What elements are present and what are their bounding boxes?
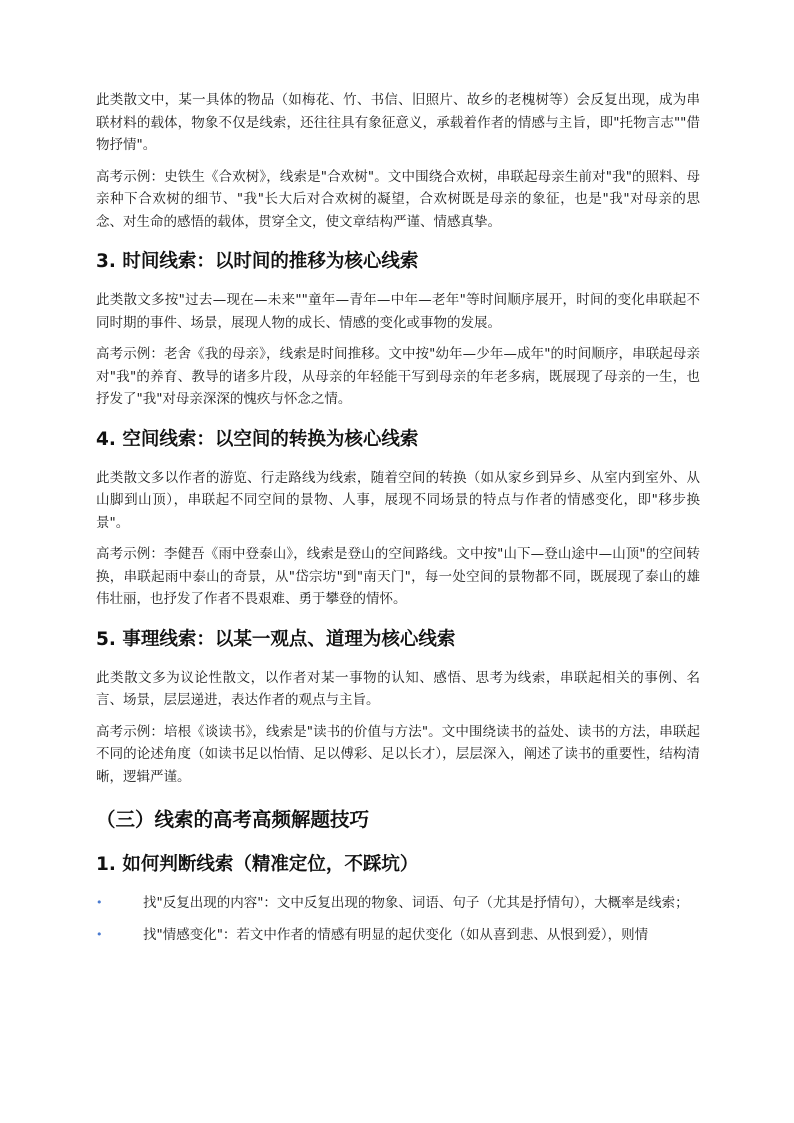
paragraph-example-reading: 高考示例：培根《谈读书》，线索是"读书的价值与方法"。文中围绕读书的益处、读书的方法，串联起不同的论述角度（如读书足以怡情、足以傅彩、足以长才），层层深入，阐述了读书的重要性，结构清晰，逻辑严谨。 — [96, 723, 700, 785]
paragraph-time-clue: 此类散文多按"过去—现在—未来""童年—青年—中年—老年"等时间顺序展开，时间的变化串联起不同时期的事件、场景，展现人物的成长、情感的变化或事物的发展。 — [96, 292, 700, 331]
list-item-text: 找"反复出现的内容"：文中反复出现的物象、词语、句子（尤其是抒情句），大概率是线索； — [143, 895, 689, 911]
bullet-icon: • — [96, 896, 103, 909]
heading-how-to-judge: 1. 如何判断线索（精准定位，不踩坑） — [96, 854, 419, 875]
paragraph-space-clue: 此类散文多以作者的游览、行走路线为线索，随着空间的转换（如从家乡到异乡、从室内到室外、从山脚到山顶），串联起不同空间的景物、人事，展现不同场景的特点与作者的情感变化，即"移步换景"。 — [96, 469, 700, 531]
list-item-text: 找"情感变化"：若文中作者的情感有明显的起伏变化（如从喜到悲、从恨到爱），则情 — [143, 926, 649, 943]
document-page — [96, 89, 700, 955]
heading-reason-clue: 5. 事理线索：以某一观点、道理为核心线索 — [96, 628, 456, 650]
paragraph-example-taishan: 高考示例：李健吾《雨中登泰山》，线索是登山的空间路线。文中按"山下—登山途中—山顶"的空间转换，串联起雨中泰山的奇景，从"岱宗坊"到"南天门"，每一处空间的景物都不同，既展现了泰山的雄伟壮丽，也抒发了作者不畏艰难、勇于攀登的情怀。 — [96, 546, 700, 607]
list-item — [96, 892, 700, 915]
paragraph-object-clue: 此类散文中，某一具体的物品（如梅花、竹、书信、旧照片、故乡的老槐树等）会反复出现，成为串联材料的载体，物象不仅是线索，还往往具有象征意义，承载着作者的情感与主旨，即"托物言志""借物抒情"。 — [96, 92, 700, 153]
heading-space-clue: 4. 空间线索：以空间的转换为核心线索 — [96, 428, 419, 450]
paragraph-reason-clue: 此类散文多为议论性散文，以作者对某一事物的认知、感悟、思考为线索，串联起相关的事例、名言、场景，层层递进，表达作者的观点与主旨。 — [96, 669, 700, 708]
bullet-icon: • — [96, 927, 103, 941]
heading-time-clue: 3. 时间线索：以时间的推移为核心线索 — [96, 251, 419, 272]
paragraph-example-mother: 高考示例：老舍《我的母亲》，线索是时间推移。文中按"幼年—少年—成年"的时间顺序，串联起母亲对"我"的养育、教导的诸多片段，从母亲的年轻能干写到母亲的年老多病，既展现了母亲的一生，也抒发了"我"对母亲深深的愧疚与怀念之情。 — [96, 346, 700, 407]
section-heading-techniques: （三）线索的高考高频解题技巧 — [96, 808, 370, 831]
paragraph-example-hehuanshu: 高考示例：史铁生《合欢树》，线索是"合欢树"。文中围绕合欢树，串联起母亲生前对"我"的照料、母亲种下合欢树的细节、"我"长大后对合欢树的凝望，合欢树既是母亲的象征，也是"我"对母亲的思念、对生命的感悟的载体，贯穿全文，使文章结构严谨、情感真挚。 — [96, 168, 700, 230]
list-item — [96, 924, 700, 947]
